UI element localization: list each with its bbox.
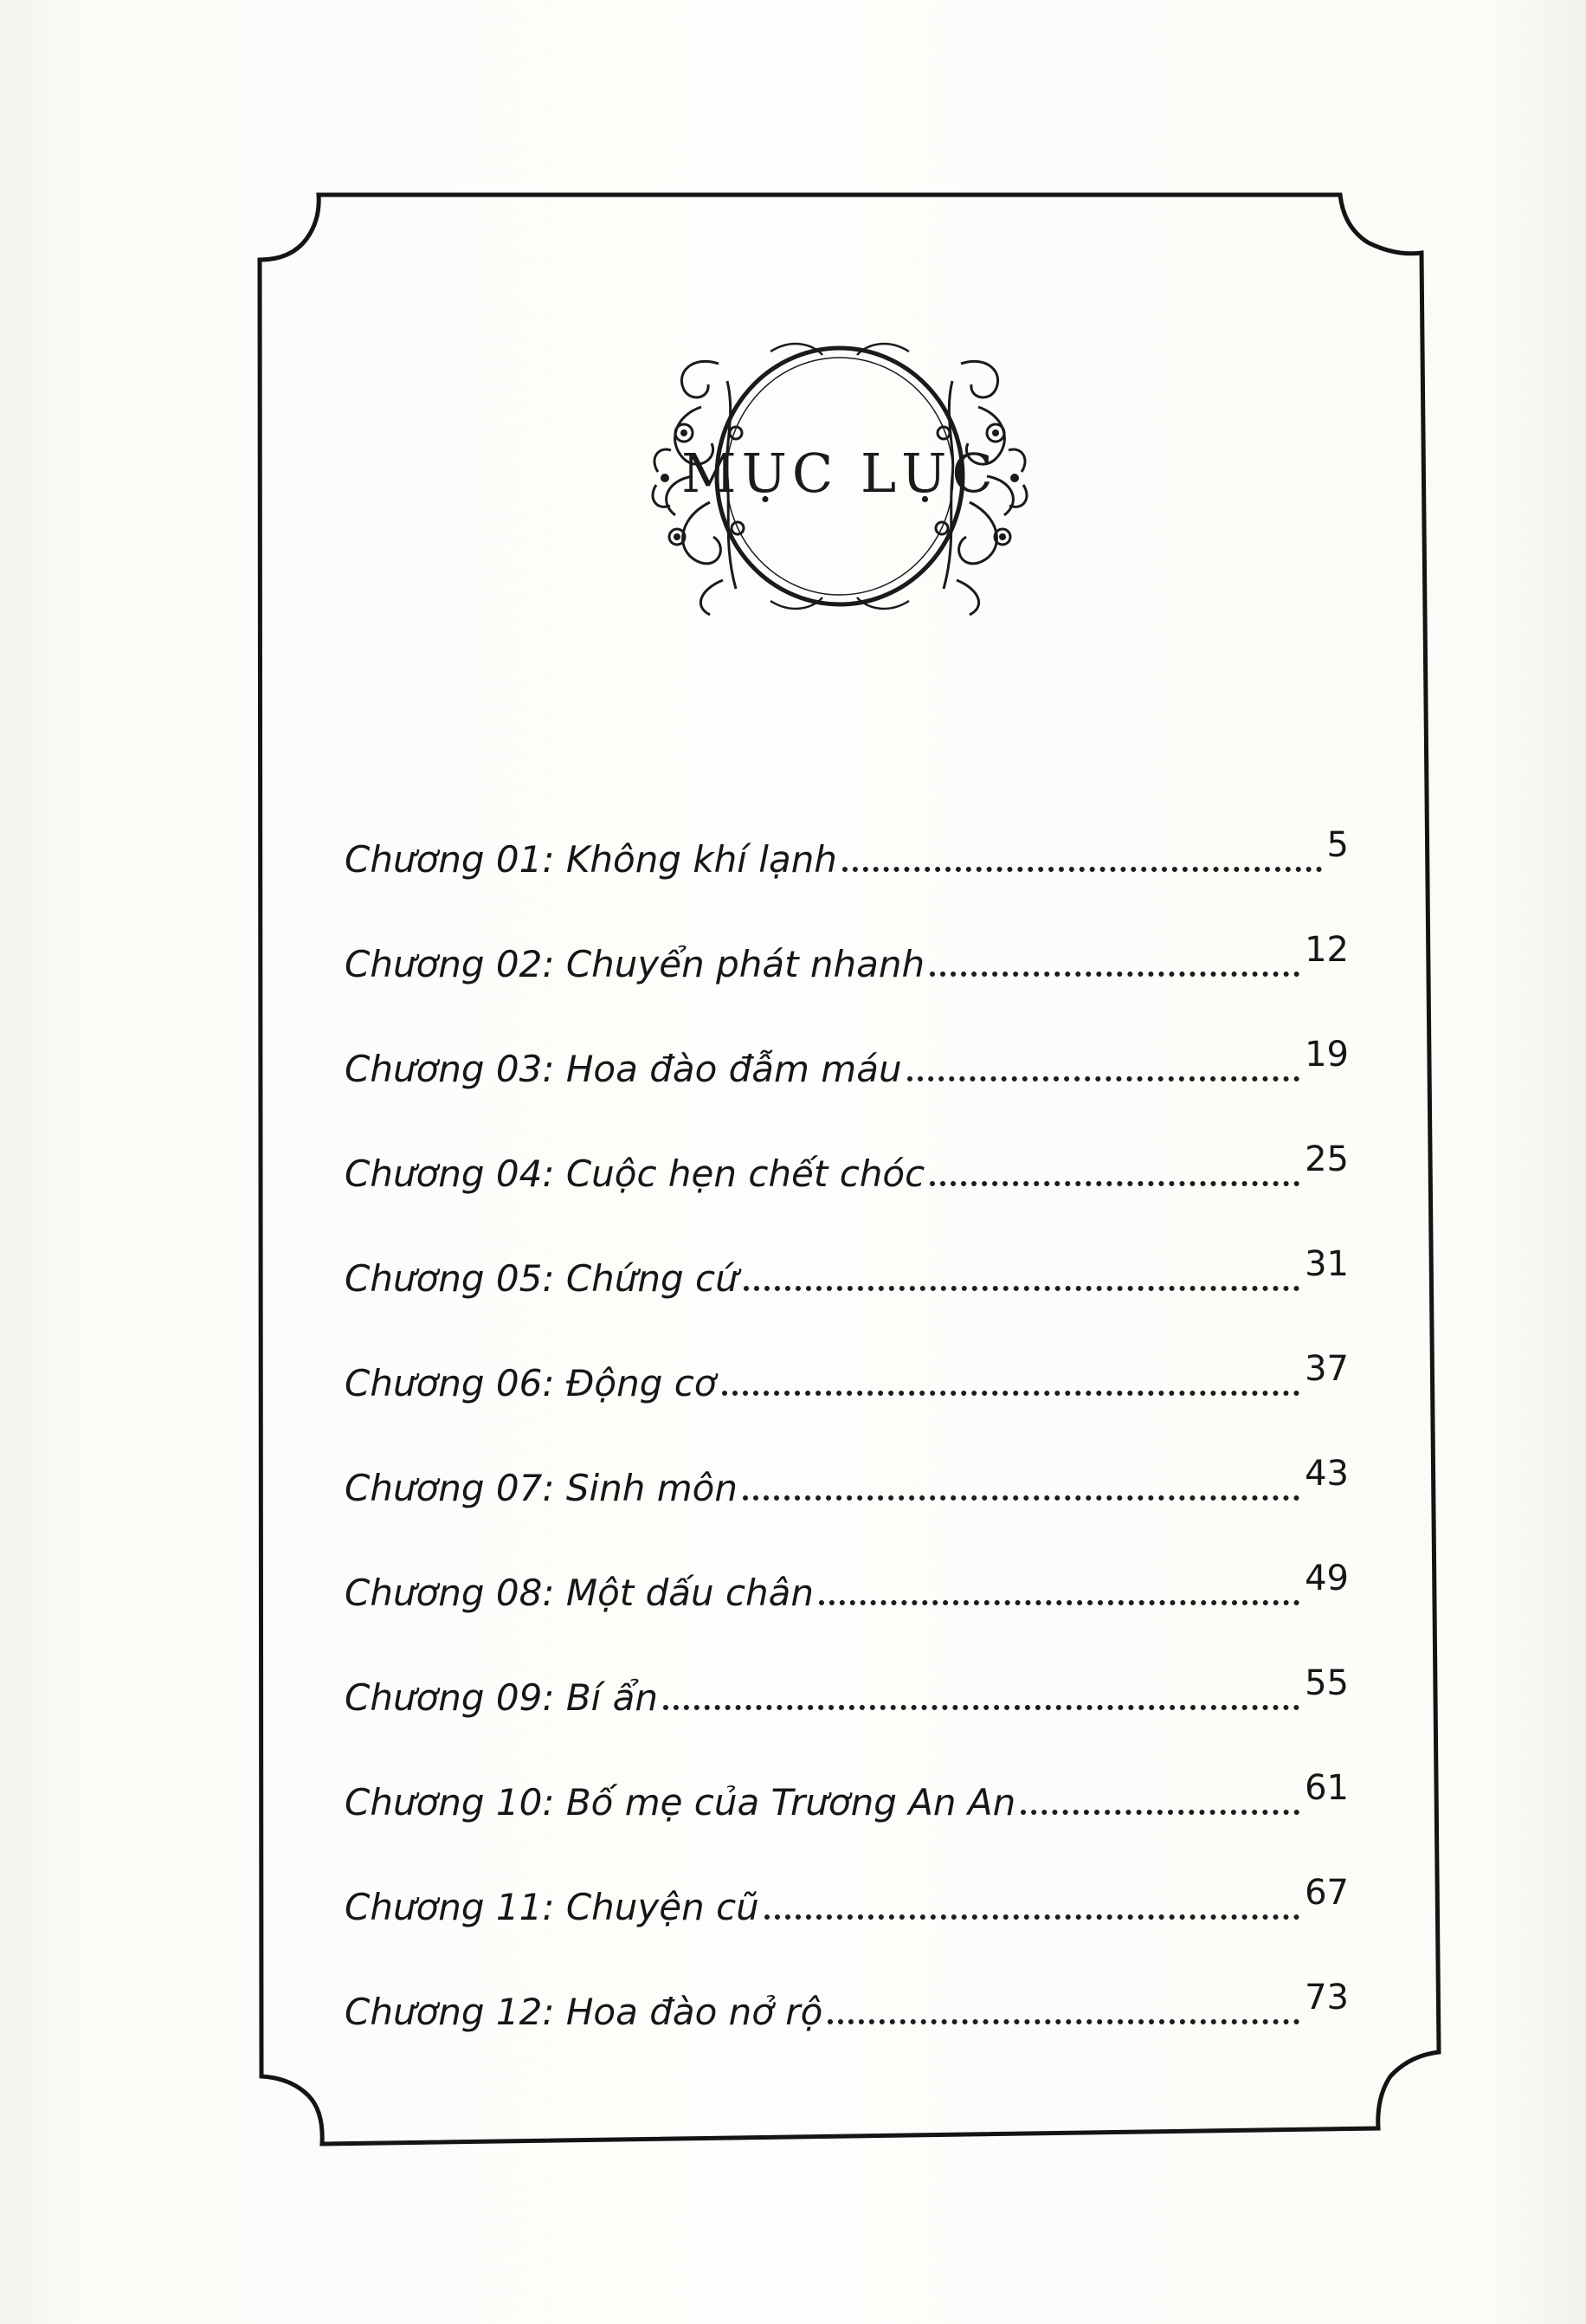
toc-entry[interactable] bbox=[345, 1094, 1349, 1198]
toc-entry-page: 43 bbox=[1305, 1454, 1349, 1494]
toc-entry-title: Chương 11: Chuyện cũ bbox=[345, 1886, 759, 1928]
dot-leader bbox=[764, 1914, 1299, 1920]
toc-entry[interactable] bbox=[345, 779, 1349, 884]
toc-entry-title: Chương 02: Chuyển phát nhanh bbox=[345, 943, 925, 985]
toc-entry[interactable] bbox=[345, 989, 1349, 1094]
dot-leader bbox=[1021, 1810, 1299, 1815]
toc-entry-title: Chương 06: Động cơ bbox=[345, 1362, 717, 1404]
toc-entry-title: Chương 08: Một dấu chân bbox=[345, 1572, 815, 1614]
toc-entry[interactable] bbox=[345, 1722, 1349, 1827]
dot-leader bbox=[907, 1076, 1300, 1081]
toc-entry-title: Chương 09: Bí ẩn bbox=[345, 1676, 659, 1719]
toc-entry-page: 61 bbox=[1305, 1768, 1349, 1808]
toc-entry[interactable] bbox=[345, 1303, 1349, 1408]
toc-entry-title: Chương 10: Bố mẹ của Trương An An bbox=[345, 1781, 1016, 1824]
toc-entry-page: 55 bbox=[1305, 1663, 1349, 1703]
toc-entry-page: 73 bbox=[1305, 1978, 1349, 2017]
toc-entry[interactable] bbox=[345, 1408, 1349, 1513]
toc-entry-title: Chương 03: Hoa đào đẫm máu bbox=[345, 1048, 902, 1090]
toc-entry-title: Chương 05: Chứng cứ bbox=[345, 1257, 738, 1300]
toc-entry-page: 67 bbox=[1305, 1873, 1349, 1913]
toc-entry[interactable] bbox=[345, 1932, 1349, 2037]
table-of-contents bbox=[345, 779, 1349, 2037]
dot-leader bbox=[744, 1286, 1299, 1291]
dot-leader bbox=[743, 1495, 1299, 1501]
dot-leader bbox=[842, 867, 1322, 872]
dot-leader bbox=[722, 1391, 1300, 1396]
toc-entry-title: Chương 12: Hoa đào nở rộ bbox=[345, 1991, 823, 2033]
toc-entry[interactable] bbox=[345, 1617, 1349, 1722]
toc-entry-page: 31 bbox=[1305, 1244, 1349, 1284]
dot-leader bbox=[930, 972, 1299, 977]
toc-entry-page: 19 bbox=[1305, 1035, 1349, 1075]
toc-entry-page: 37 bbox=[1305, 1349, 1349, 1389]
toc-entry-page: 49 bbox=[1305, 1559, 1349, 1598]
dot-leader bbox=[663, 1705, 1299, 1710]
toc-entry-page: 5 bbox=[1326, 825, 1349, 865]
dot-leader bbox=[828, 2019, 1299, 2024]
toc-entry[interactable] bbox=[345, 1198, 1349, 1303]
dot-leader bbox=[819, 1600, 1299, 1605]
toc-heading-title: MỤC LỤC bbox=[681, 442, 998, 505]
dot-leader bbox=[930, 1181, 1299, 1186]
toc-heading-emblem bbox=[641, 329, 1039, 623]
toc-entry[interactable] bbox=[345, 1827, 1349, 1932]
toc-entry-title: Chương 04: Cuộc hẹn chết chóc bbox=[345, 1152, 925, 1195]
toc-entry[interactable] bbox=[345, 1513, 1349, 1617]
toc-entry-page: 12 bbox=[1305, 930, 1349, 970]
toc-entry-title: Chương 01: Không khí lạnh bbox=[345, 838, 837, 881]
toc-entry[interactable] bbox=[345, 884, 1349, 989]
toc-entry-title: Chương 07: Sinh môn bbox=[345, 1467, 738, 1509]
toc-entry-page: 25 bbox=[1305, 1139, 1349, 1179]
